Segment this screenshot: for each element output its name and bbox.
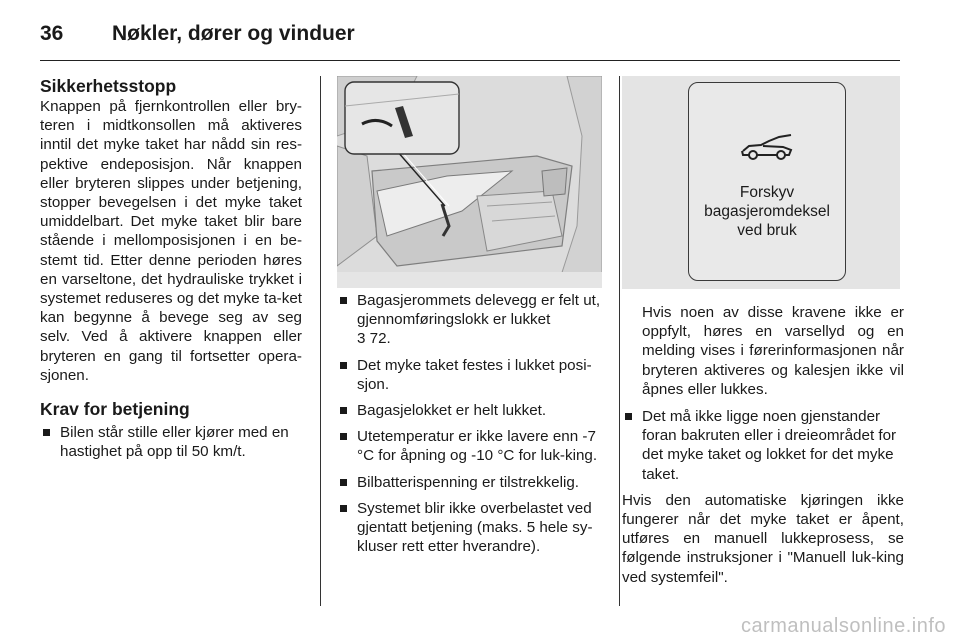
section-heading-safety-stop: Sikkerhetsstopp	[40, 76, 177, 96]
page-reference: 3 72.	[357, 330, 391, 348]
list-item: Bagasjelokket er helt lukket.	[337, 401, 602, 420]
section-heading-requirements: Krav for betjening	[40, 399, 190, 420]
manual-closing-paragraph: Hvis den automatiske kjøringen ikke fungerer når det myke taket er åpent, utføres en manuell lukkeprosess, se følgende instruksjoner i "Manuell luk-king ved systemfeil".	[622, 491, 904, 586]
column-divider-2	[619, 76, 620, 606]
list-item: Bilen står stille eller kjører med en hastighet på opp til 50 km/t.	[40, 423, 302, 461]
list-item: Det myke taket festes i lukket posi-sjon.	[337, 356, 602, 394]
column-2	[337, 76, 602, 563]
bullet-square-icon	[340, 479, 347, 486]
bullet-square-icon	[340, 297, 347, 304]
chapter-title: Nøkler, dører og vinduer	[112, 22, 355, 45]
list-item: Det må ikke ligge noen gjenstander foran bakruten eller i dreieområdet for det myke taket og lokket for det myke taket.	[622, 407, 904, 484]
column-divider-1	[320, 76, 321, 606]
safety-stop-paragraph: Knappen på fjernkontrollen eller bry-teren i midtkonsollen må aktiveres inntil det myke taket har nådd sin res-pektive endeposisjon. Når knappen eller bryteren slippes under betjening, stopper bevegelsen i det myke taket umiddelbart. Det myke taket blir bare stående i mellomposisjonen i en be-stemt tid. Etter denne perioden høres en varseltone, det hydrauliske trykket i systemet reduseres og det myke ta-ket kan begynne å bevege seg av seg selv. Ved å aktivere knappen eller bryteren en gang til fortsetter opera-sjonen.	[40, 98, 302, 384]
display-message-panel	[688, 82, 846, 281]
additional-requirements-list	[622, 407, 904, 484]
column-3	[622, 76, 904, 587]
continuation-paragraph: Hvis noen av disse kravene ikke er oppfylt, høres en varsellyd og en melding vises i førerinformasjonen når bryteren aktiveres og kalesjen ikke vil åpnes eller lukkes.	[642, 304, 904, 398]
page-number: 36	[40, 22, 64, 45]
bullet-square-icon	[340, 362, 347, 369]
list-item: Bilbatterispenning er tilstrekkelig.	[337, 473, 602, 492]
watermark: carmanualsonline.info	[740, 615, 946, 637]
list-item: Systemet blir ikke overbelastet ved gjentatt betjening (maks. 5 hele sy-kluser rett etter hverandre).	[337, 499, 602, 557]
page-header	[40, 16, 355, 52]
requirements-list	[40, 423, 302, 461]
bullet-square-icon	[340, 407, 347, 414]
trunk-illustration	[337, 76, 602, 288]
list-item: Bagasjerommets delevegg er felt ut, gjennomføringslokk er lukket 3 72.	[337, 291, 602, 349]
bullet-square-icon	[340, 433, 347, 440]
bullet-square-icon	[340, 505, 347, 512]
display-message-text: Forskyv bagasjeromdeksel ved bruk	[704, 184, 830, 239]
list-item: Utetemperatur er ikke lavere enn -7 °C for åpning og -10 °C for luk-king.	[337, 427, 602, 465]
convertible-car-icon	[739, 133, 795, 161]
column-1	[40, 76, 302, 468]
bullet-square-icon	[43, 429, 50, 436]
requirements-list-continued	[337, 291, 602, 556]
header-rule	[40, 60, 900, 61]
bullet-square-icon	[625, 413, 632, 420]
display-message-illustration	[622, 76, 900, 289]
trunk-drawing-icon	[337, 76, 602, 288]
